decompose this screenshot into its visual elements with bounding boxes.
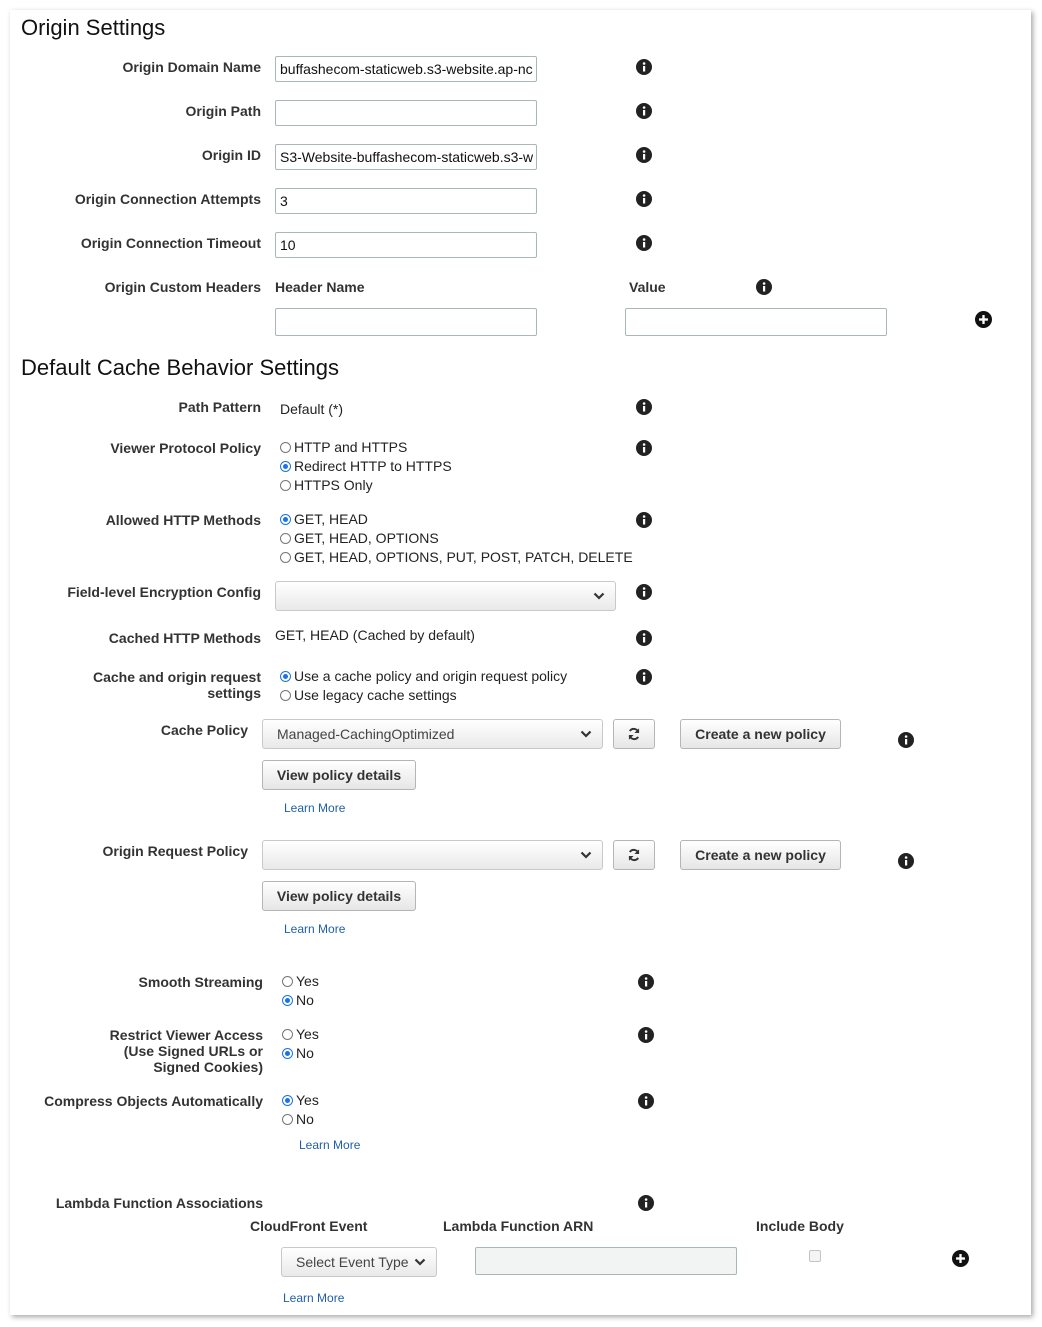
origin-custom-headers-label: Origin Custom Headers <box>104 279 261 295</box>
radio-all-methods[interactable]: GET, HEAD, OPTIONS, PUT, POST, PATCH, DELETE <box>280 548 633 567</box>
origin-request-policy-learn-more-link[interactable]: Learn More <box>284 922 346 936</box>
origin-request-policy-label: Origin Request Policy <box>102 843 248 859</box>
compress-learn-more-link[interactable]: Learn More <box>299 1138 361 1152</box>
origin-domain-name-label: Origin Domain Name <box>122 59 261 75</box>
field-level-encryption-label: Field-level Encryption Config <box>67 584 261 600</box>
radio-button[interactable] <box>280 533 291 544</box>
radio-button-selected[interactable] <box>280 671 291 682</box>
viewer-protocol-policy-label: Viewer Protocol Policy <box>110 440 261 456</box>
radio-get-head-options[interactable]: GET, HEAD, OPTIONS <box>280 529 439 548</box>
info-icon[interactable] <box>636 630 652 646</box>
info-icon[interactable] <box>636 440 652 456</box>
info-icon[interactable] <box>636 512 652 528</box>
cache-policy-select[interactable]: Managed-CachingOptimized <box>262 719 603 749</box>
restrict-viewer-access-label: Restrict Viewer Access (Use Signed URLs or Signed Cookies) <box>109 1027 263 1075</box>
radio-compress-yes[interactable]: Yes <box>282 1091 319 1110</box>
radio-get-head[interactable]: GET, HEAD <box>280 510 368 529</box>
plus-circle-icon[interactable] <box>975 311 992 328</box>
radio-restrict-viewer-no[interactable]: No <box>282 1044 314 1063</box>
lambda-associations-label: Lambda Function Associations <box>55 1195 263 1211</box>
cache-policy-learn-more-link[interactable]: Learn More <box>284 801 346 815</box>
info-icon[interactable] <box>636 147 652 163</box>
radio-button[interactable] <box>280 690 291 701</box>
info-icon[interactable] <box>638 1093 654 1109</box>
cached-http-methods-value: GET, HEAD (Cached by default) <box>275 627 475 643</box>
radio-smooth-streaming-no[interactable]: No <box>282 991 314 1010</box>
lambda-arn-input[interactable] <box>475 1247 737 1275</box>
info-icon[interactable] <box>636 584 652 600</box>
origin-request-policy-view-details-button[interactable]: View policy details <box>262 881 416 911</box>
refresh-icon <box>627 848 641 862</box>
radio-http-and-https[interactable]: HTTP and HTTPS <box>280 438 407 457</box>
cache-policy-refresh-button[interactable] <box>613 719 655 749</box>
lambda-arn-column: Lambda Function ARN <box>443 1218 594 1234</box>
origin-id-label: Origin ID <box>201 147 261 163</box>
radio-button[interactable] <box>282 1029 293 1040</box>
radio-redirect-http-to-https[interactable]: Redirect HTTP to HTTPS <box>280 457 452 476</box>
radio-button[interactable] <box>280 480 291 491</box>
origin-settings-heading: Origin Settings <box>21 15 166 40</box>
origin-domain-name-input[interactable]: buffashecom-staticweb.s3-website.ap-nc <box>275 56 537 82</box>
radio-button[interactable] <box>282 976 293 987</box>
info-icon[interactable] <box>898 853 914 869</box>
refresh-icon <box>627 727 641 741</box>
radio-https-only[interactable]: HTTPS Only <box>280 476 373 495</box>
compress-objects-label: Compress Objects Automatically <box>44 1093 263 1109</box>
radio-button-selected[interactable] <box>280 514 291 525</box>
chevron-down-icon <box>414 1257 426 1267</box>
lambda-learn-more-link[interactable]: Learn More <box>283 1291 345 1305</box>
cloudfront-event-select[interactable]: Select Event Type <box>281 1247 437 1277</box>
radio-button-selected[interactable] <box>282 1048 293 1059</box>
custom-header-value-input[interactable] <box>625 308 887 336</box>
radio-compress-no[interactable]: No <box>282 1110 314 1129</box>
cache-behavior-heading: Default Cache Behavior Settings <box>21 355 339 380</box>
smooth-streaming-label: Smooth Streaming <box>138 974 263 990</box>
info-icon[interactable] <box>898 732 914 748</box>
path-pattern-label: Path Pattern <box>178 399 261 415</box>
info-icon[interactable] <box>756 279 772 295</box>
radio-smooth-streaming-yes[interactable]: Yes <box>282 972 319 991</box>
info-icon[interactable] <box>638 1027 654 1043</box>
info-icon[interactable] <box>636 191 652 207</box>
field-level-encryption-select[interactable] <box>275 581 616 611</box>
chevron-down-icon <box>580 729 592 739</box>
header-name-column: Header Name <box>275 279 365 295</box>
radio-use-cache-policy[interactable]: Use a cache policy and origin request policy <box>280 667 567 686</box>
origin-connection-attempts-label: Origin Connection Attempts <box>74 191 261 207</box>
radio-button-selected[interactable] <box>280 461 291 472</box>
allowed-http-methods-label: Allowed HTTP Methods <box>105 512 261 528</box>
origin-request-policy-refresh-button[interactable] <box>613 840 655 870</box>
origin-connection-timeout-label: Origin Connection Timeout <box>80 235 261 251</box>
radio-legacy-cache[interactable]: Use legacy cache settings <box>280 686 457 705</box>
cache-origin-request-label: Cache and origin request settings <box>92 669 261 701</box>
radio-button-selected[interactable] <box>282 1095 293 1106</box>
origin-path-input[interactable] <box>275 100 537 126</box>
origin-request-policy-create-button[interactable]: Create a new policy <box>680 840 841 870</box>
header-value-column: Value <box>629 279 666 295</box>
info-icon[interactable] <box>636 235 652 251</box>
plus-circle-icon[interactable] <box>952 1250 969 1267</box>
include-body-column: Include Body <box>756 1218 844 1234</box>
radio-button[interactable] <box>280 442 291 453</box>
radio-restrict-viewer-yes[interactable]: Yes <box>282 1025 319 1044</box>
cache-policy-view-details-button[interactable]: View policy details <box>262 760 416 790</box>
origin-path-label: Origin Path <box>185 103 261 119</box>
info-icon[interactable] <box>636 59 652 75</box>
cache-policy-label: Cache Policy <box>160 722 248 738</box>
cache-policy-create-button[interactable]: Create a new policy <box>680 719 841 749</box>
chevron-down-icon <box>593 591 605 601</box>
origin-request-policy-select[interactable] <box>262 840 603 870</box>
origin-connection-timeout-input[interactable]: 10 <box>275 232 537 258</box>
radio-button-selected[interactable] <box>282 995 293 1006</box>
info-icon[interactable] <box>638 1195 654 1211</box>
radio-button[interactable] <box>282 1114 293 1125</box>
custom-header-name-input[interactable] <box>275 308 537 336</box>
origin-connection-attempts-input[interactable]: 3 <box>275 188 537 214</box>
info-icon[interactable] <box>636 399 652 415</box>
cloudfront-event-column: CloudFront Event <box>250 1218 368 1234</box>
include-body-checkbox[interactable] <box>809 1250 821 1262</box>
info-icon[interactable] <box>636 103 652 119</box>
radio-button[interactable] <box>280 552 291 563</box>
info-icon[interactable] <box>636 669 652 685</box>
origin-id-input[interactable]: S3-Website-buffashecom-staticweb.s3-w <box>275 144 537 170</box>
info-icon[interactable] <box>638 974 654 990</box>
path-pattern-value: Default (*) <box>280 401 344 417</box>
chevron-down-icon <box>580 850 592 860</box>
cached-http-methods-label: Cached HTTP Methods <box>108 630 261 646</box>
